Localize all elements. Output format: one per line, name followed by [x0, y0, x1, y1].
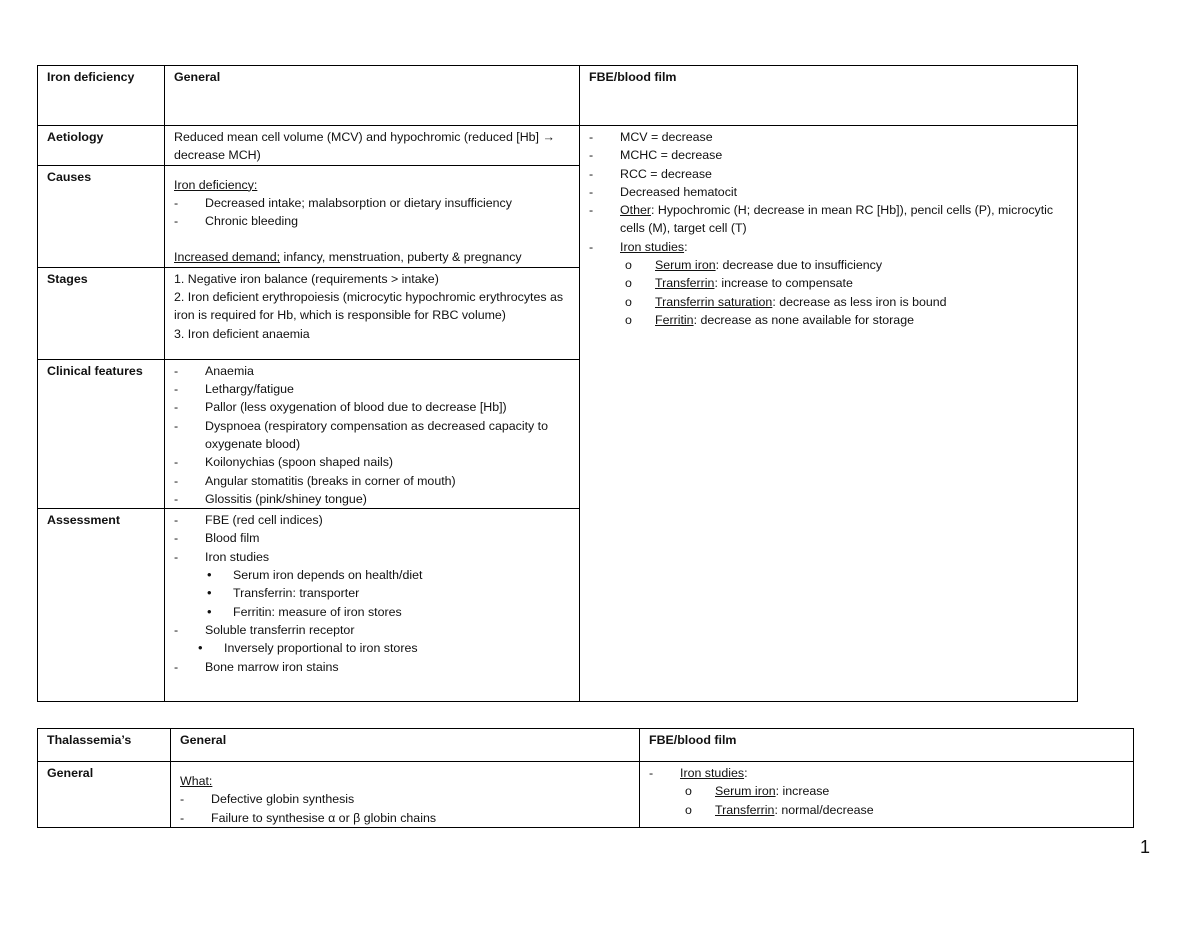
thal-fbe-cell	[640, 762, 1134, 828]
iron-studies-sublist	[589, 256, 1068, 329]
description: : decrease as less iron is bound	[772, 294, 947, 309]
thal-iron-studies-sublist	[649, 782, 1124, 819]
row-label-general: General	[38, 762, 171, 828]
description: : increase	[775, 784, 830, 799]
description: : decrease due to insufficiency	[715, 258, 883, 273]
row-label-aetiology: Aetiology	[38, 126, 165, 166]
thal-fbe-list	[649, 764, 1124, 782]
term: Transferrin	[715, 802, 775, 817]
aetiology-text: Reduced mean cell volume (MCV) and hypochromic (reduced [Hb] → decrease MCH)	[165, 126, 580, 166]
row-label-clinical-features: Clinical features	[38, 359, 165, 508]
assessment-list-3	[174, 658, 570, 676]
bullet-item: • Serum iron depends on health/diet	[207, 566, 570, 584]
header-thalassemias: Thalassemia’s	[38, 729, 171, 762]
iron-studies-label: Iron studies	[680, 766, 745, 780]
list-item: - Koilonychias (spoon shaped nails)	[174, 453, 570, 471]
list-item: - RCC = decrease	[589, 165, 1068, 183]
stages-cell	[165, 267, 580, 359]
sub-item	[685, 801, 1124, 819]
increased-demand	[174, 248, 570, 266]
list-item-iron-studies	[649, 764, 1124, 782]
list-item: - Glossitis (pink/shiney tongue)	[174, 490, 570, 508]
term: Serum iron	[655, 258, 716, 273]
bullet-item: • Inversely proportional to iron stores	[198, 639, 570, 657]
list-item: - MCHC = decrease	[589, 146, 1068, 164]
list-item: - MCV = decrease	[589, 128, 1068, 146]
row-label-causes: Causes	[38, 165, 165, 267]
clinical-features-list	[174, 362, 570, 508]
list-item: - Defective globin synthesis	[180, 790, 630, 808]
term: Transferrin	[655, 276, 715, 291]
assessment-cell	[165, 509, 580, 702]
list-item: - Anaemia	[174, 362, 570, 380]
stage-line: 3. Iron deficient anaemia	[174, 326, 310, 341]
list-item-other	[589, 201, 1068, 238]
description: : increase to compensate	[714, 276, 853, 291]
header-general: General	[165, 66, 580, 126]
sub-item	[625, 311, 1068, 329]
clinical-features-cell	[165, 359, 580, 508]
causes-cell	[165, 165, 580, 267]
stage-line: 2. Iron deficient erythropoiesis (microcytic hypochromic erythrocytes as iron is required for Hb, which is responsible for RBC volume)	[174, 290, 564, 323]
list-item-iron-studies	[589, 238, 1068, 256]
sub-item	[685, 782, 1124, 800]
description: : decrease as none available for storage	[693, 312, 914, 327]
iron-studies-label: Iron studies	[620, 239, 685, 254]
what-heading: What:	[180, 774, 213, 788]
list-item: - Lethargy/fatigue	[174, 380, 570, 398]
list-item: - Blood film	[174, 529, 570, 547]
page-number: 1	[1140, 837, 1151, 857]
term: Serum iron	[715, 784, 776, 799]
other-label: Other	[620, 203, 651, 218]
row-label-stages: Stages	[38, 267, 165, 359]
list-item: - FBE (red cell indices)	[174, 511, 570, 529]
header-iron-deficiency: Iron deficiency	[38, 66, 165, 126]
thal-general-cell	[171, 762, 640, 828]
increased-demand-text: infancy, menstruation, puberty & pregnancy	[280, 250, 522, 265]
colon: :	[744, 766, 748, 780]
increased-demand-label: Increased demand;	[174, 250, 281, 265]
causes-heading: Iron deficiency:	[174, 177, 258, 192]
sub-item	[625, 256, 1068, 274]
list-item: - Failure to synthesise α or β globin chains	[180, 809, 630, 827]
thalassemia-table	[37, 728, 1134, 828]
header-general: General	[171, 729, 640, 762]
row-label-assessment: Assessment	[38, 509, 165, 702]
list-item: - Decreased intake; malabsorption or dietary insufficiency	[174, 194, 570, 212]
iron-deficiency-table	[37, 65, 1078, 702]
bullet-item: • Transferrin: transporter	[207, 584, 570, 602]
description: : normal/decrease	[774, 802, 874, 817]
list-item: - Bone marrow iron stains	[174, 658, 570, 676]
stfr-bullets	[174, 639, 570, 657]
list-item: - Chronic bleeding	[174, 212, 570, 230]
stage-line: 1. Negative iron balance (requirements > intake)	[174, 271, 439, 286]
list-item: - Iron studies	[174, 548, 570, 566]
sub-item	[625, 274, 1068, 292]
term: Ferritin	[655, 312, 694, 327]
list-item: - Dyspnoea (respiratory compensation as decreased capacity to oxygenate blood)	[174, 417, 570, 454]
fbe-blood-film-cell	[580, 126, 1078, 702]
list-item: - Soluble transferrin receptor	[174, 621, 570, 639]
causes-list	[174, 194, 570, 231]
assessment-list	[174, 511, 570, 566]
other-text: : Hypochromic (H; decrease in mean RC [Hb]), pencil cells (P), microcytic cells (M), target cell (T)	[620, 203, 1054, 236]
list-item: - Pallor (less oxygenation of blood due to decrease [Hb])	[174, 398, 570, 416]
thal-general-list	[180, 790, 630, 827]
header-fbe-blood-film: FBE/blood film	[580, 66, 1078, 126]
bullet-item: • Ferritin: measure of iron stores	[207, 603, 570, 621]
list-item: - Angular stomatitis (breaks in corner of mouth)	[174, 472, 570, 490]
fbe-findings-list	[589, 128, 1068, 256]
header-fbe-blood-film: FBE/blood film	[640, 729, 1134, 762]
list-item: - Decreased hematocit	[589, 183, 1068, 201]
iron-studies-bullets	[174, 566, 570, 621]
term: Transferrin saturation	[655, 294, 773, 309]
colon: :	[684, 239, 688, 254]
assessment-list-2	[174, 621, 570, 639]
sub-item	[625, 293, 1068, 311]
